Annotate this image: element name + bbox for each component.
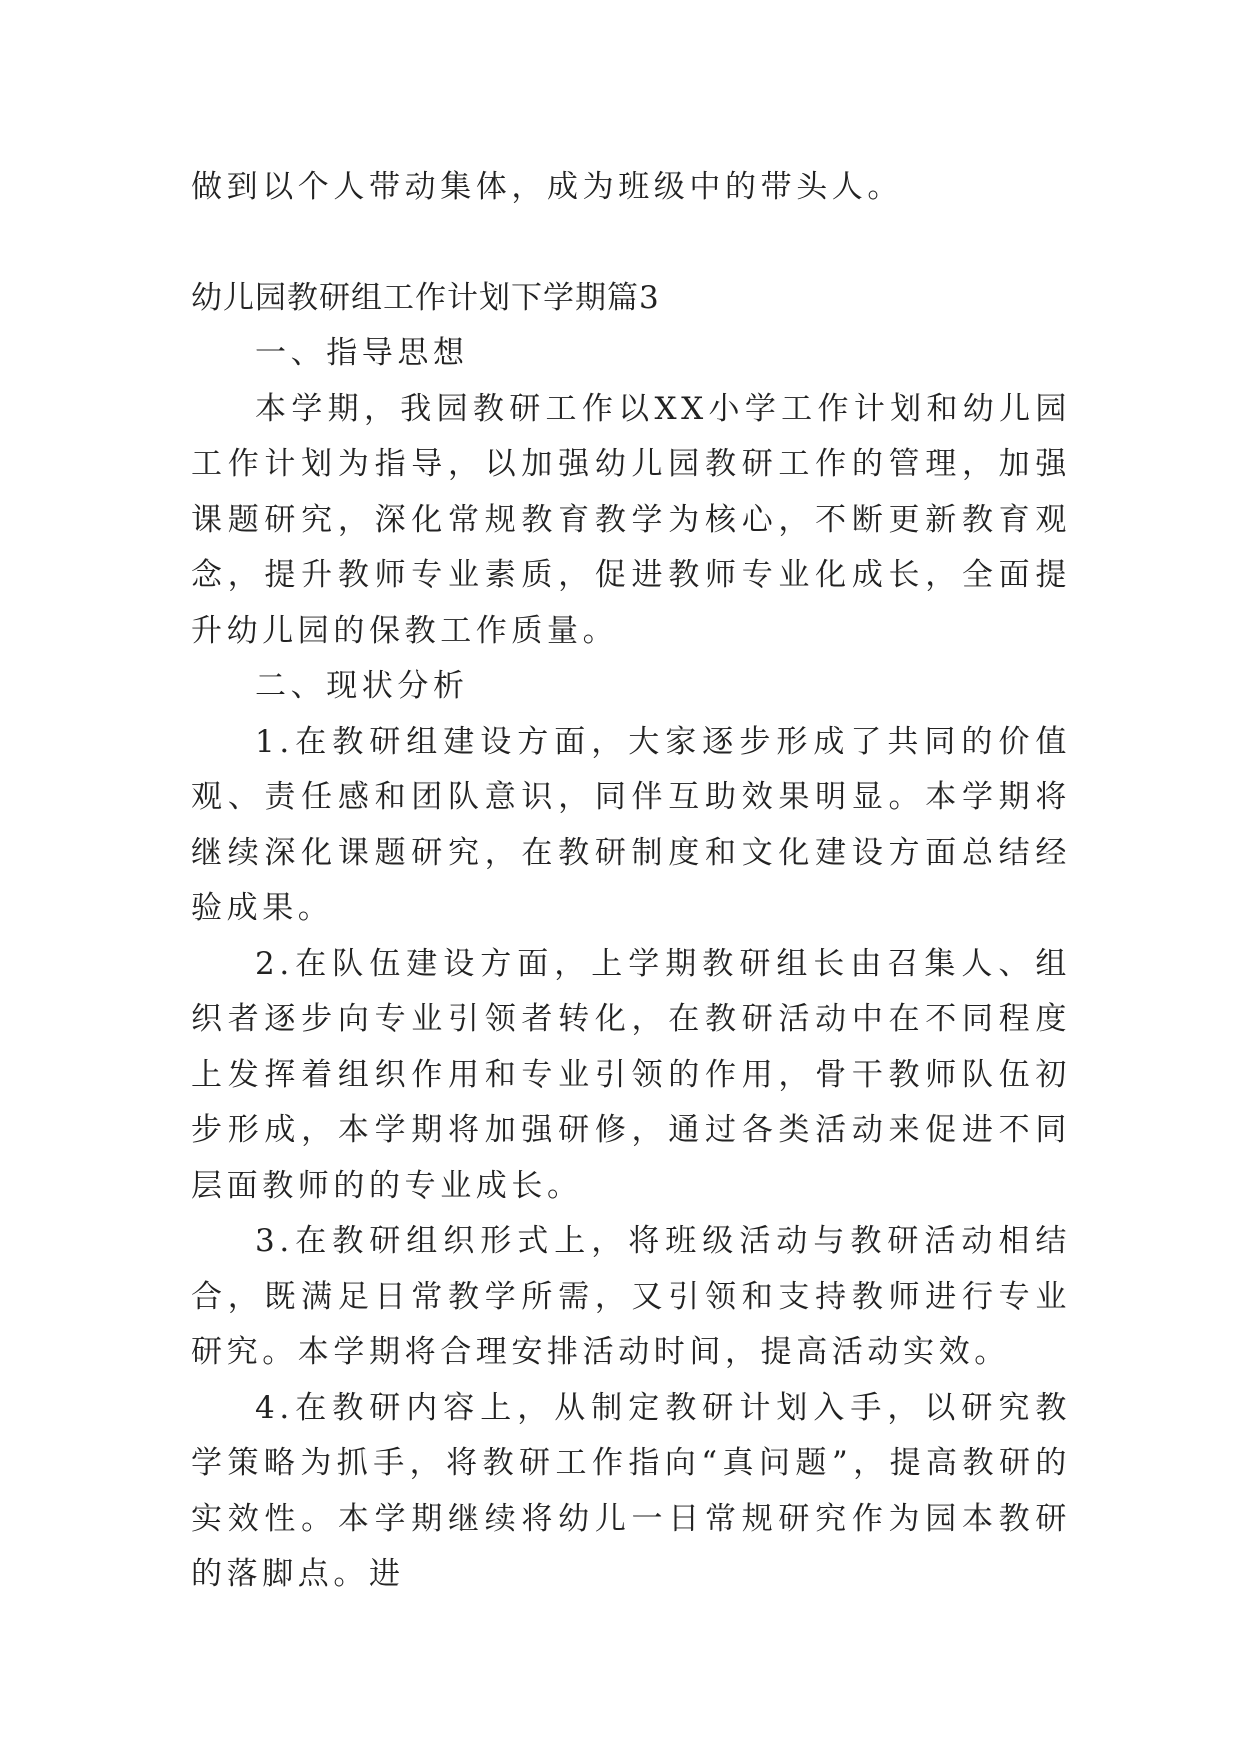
paragraph-guiding-ideology: 本学期，我园教研工作以XX小学工作计划和幼儿园工作计划为指导，以加强幼儿园教研工作的管理，加强课题研究，深化常规教育教学为核心，不断更新教育观念，提升教师专业素质，促进教师专业化成长，全面提升幼儿园的保教工作质量。	[191, 390, 1071, 649]
heading-guiding-ideology: 一、指导思想	[255, 335, 469, 371]
paragraph-item-1: 1.在教研组建设方面，大家逐步形成了共同的价值观、责任感和团队意识，同伴互助效果明显。本学期将继续深化课题研究，在教研制度和文化建设方面总结经验成果。	[191, 723, 1071, 926]
paragraph-item-2: 2.在队伍建设方面，上学期教研组长由召集人、组织者逐步向专业引领者转化，在教研活动中在不同程度上发挥着组织作用和专业引领的作用，骨干教师队伍初步形成，本学期将加强研修，通过各类活动来促进不同层面教师的的专业成长。	[191, 945, 1071, 1204]
section-title: 幼儿园教研组工作计划下学期篇3	[191, 279, 660, 316]
lead-line: 做到以个人带动集体，成为班级中的带头人。	[191, 169, 903, 205]
paragraph-item-3: 3.在教研组织形式上，将班级活动与教研活动相结合，既满足日常教学所需，又引领和支持教师进行专业研究。本学期将合理安排活动时间，提高活动实效。	[191, 1223, 1071, 1370]
paragraph-item-4: 4.在教研内容上，从制定教研计划入手，以研究教学策略为抓手，将教研工作指向“真问题”，提高教研的实效性。本学期继续将幼儿一日常规研究作为园本教研的落脚点。进	[191, 1389, 1071, 1592]
document-body	[191, 160, 1071, 1603]
heading-status-analysis: 二、现状分析	[255, 668, 469, 704]
